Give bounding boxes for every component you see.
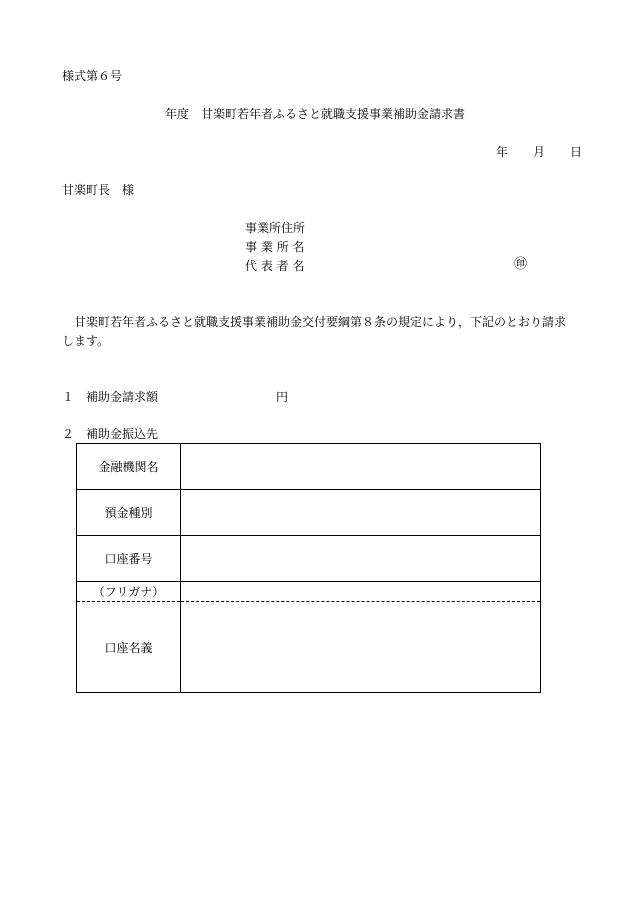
table-row xyxy=(77,582,541,602)
furigana-label: （フリガナ） xyxy=(77,582,181,602)
table-row xyxy=(77,602,541,693)
item2-label: 補助金振込先 xyxy=(86,427,159,441)
table-row xyxy=(77,444,541,490)
body-text-line2: します。 xyxy=(62,334,110,348)
item1-number: １ xyxy=(62,390,75,404)
seal-mark: ㊞ xyxy=(514,257,528,272)
date-day: 日 xyxy=(570,145,583,159)
date-month: 月 xyxy=(533,145,546,159)
item1-label: 補助金請求額 xyxy=(86,390,159,404)
representative-label: 代 表 者 名 xyxy=(245,259,305,273)
item1-unit: 円 xyxy=(276,390,289,404)
account-holder-field[interactable] xyxy=(181,602,541,693)
furigana-field[interactable] xyxy=(181,582,541,602)
account-number-field[interactable] xyxy=(181,536,541,582)
table-row xyxy=(77,490,541,536)
date-year: 年 xyxy=(496,145,509,159)
bank-name-label: 金融機関名 xyxy=(77,444,181,490)
office-name-label: 事 業 所 名 xyxy=(245,240,305,254)
deposit-type-label: 預金種別 xyxy=(77,490,181,536)
page-title: 年度 甘楽町若年者ふるさと就職支援事業補助金請求書 xyxy=(165,107,466,121)
table-row xyxy=(77,536,541,582)
addressee: 甘楽町長 様 xyxy=(62,183,135,197)
account-number-label: 口座番号 xyxy=(77,536,181,582)
bank-info-table xyxy=(76,443,541,693)
bank-name-field[interactable] xyxy=(181,444,541,490)
deposit-type-field[interactable] xyxy=(181,490,541,536)
form-number: 様式第６号 xyxy=(62,69,123,83)
item2-number: ２ xyxy=(62,427,75,441)
body-text-line1: 甘楽町若年者ふるさと就職支援事業補助金交付要綱第８条の規定により，下記のとおり請求 xyxy=(74,315,567,329)
office-address-label: 事業所住所 xyxy=(245,221,306,235)
account-holder-label: 口座名義 xyxy=(77,602,181,693)
